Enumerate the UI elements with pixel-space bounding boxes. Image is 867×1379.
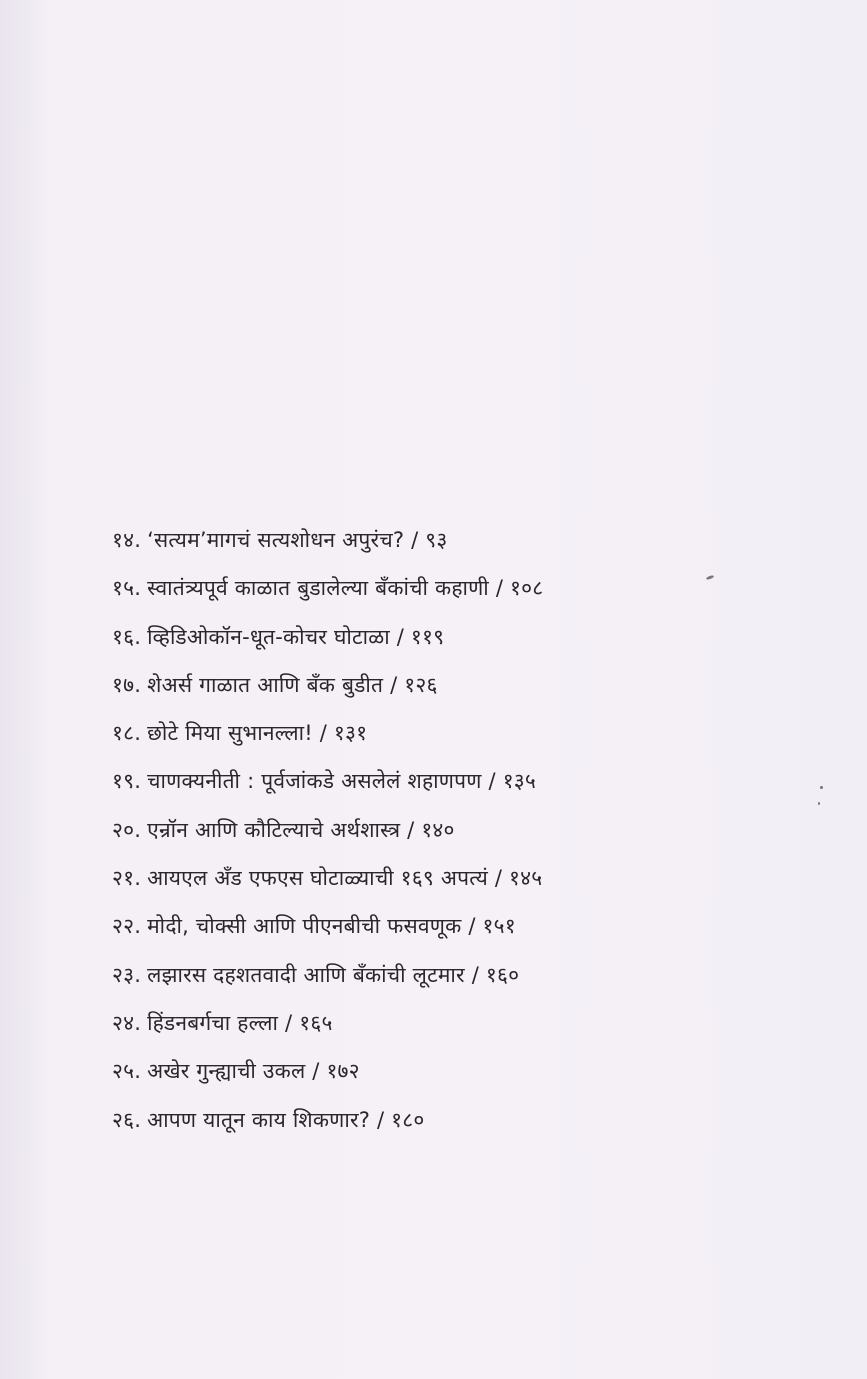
toc-entry: २३. लझारस दहशतवादी आणि बँकांची लूटमार / १६०: [112, 962, 520, 987]
entry-number: २०.: [112, 817, 142, 842]
entry-page: ९३: [425, 528, 448, 552]
entry-title: अखेर गुन्ह्याची उकल: [147, 1059, 306, 1084]
toc-entry: २६. आपण यातून काय शिकणार? / १८०: [112, 1107, 425, 1132]
entry-title: मोदी, चोक्सी आणि पीएनबीची फसवणूक: [147, 914, 462, 939]
toc-entry: १९. चाणक्यनीती : पूर्वजांकडे असलेलं शहाणपण / १३५: [112, 769, 537, 794]
toc-entry: १७. शेअर्स गाळात आणि बँक बुडीत / १२६: [112, 672, 438, 697]
entry-page: १६०: [485, 962, 520, 987]
entry-number: २६.: [112, 1107, 142, 1132]
entry-number: २३.: [112, 962, 142, 987]
toc-entry: १४. ‘सत्यम’मागचं सत्यशोधन अपुरंच? / ९३: [112, 528, 448, 552]
toc-entry: २२. मोदी, चोक्सी आणि पीएनबीची फसवणूक / १५१: [112, 914, 516, 939]
entry-page: १४५: [508, 866, 543, 891]
paper-speck: [820, 786, 823, 789]
entry-title: छोटे मिया सुभानल्ला!: [147, 721, 313, 746]
entry-title: ‘सत्यम’मागचं सत्यशोधन अपुरंच?: [147, 528, 405, 552]
entry-page: १३१: [333, 721, 368, 746]
entry-page: १२६: [404, 672, 438, 697]
entry-page: १८०: [391, 1107, 425, 1132]
entry-number: २१.: [112, 866, 142, 891]
toc-entry: २१. आयएल अँड एफएस घोटाळ्याची १६९ अपत्यं / १४५: [112, 866, 543, 891]
toc-entry: २०. एन्रॉन आणि कौटिल्याचे अर्थशास्त्र / १४०: [112, 817, 455, 842]
paper-speck: [818, 802, 820, 805]
toc-entry: १५. स्वातंत्र्यपूर्व काळात बुडालेल्या बँकांची कहाणी / १०८: [112, 576, 544, 601]
entry-title: स्वातंत्र्यपूर्व काळात बुडालेल्या बँकांची कहाणी: [147, 576, 489, 601]
entry-title: एन्रॉन आणि कौटिल्याचे अर्थशास्त्र: [147, 817, 401, 842]
entry-page: ११९: [410, 624, 445, 649]
entry-title: चाणक्यनीती : पूर्वजांकडे असलेलं शहाणपण: [147, 769, 482, 794]
table-of-contents: [112, 520, 812, 1148]
toc-entry: २४. हिंडनबर्गचा हल्ला / १६५: [112, 1010, 333, 1035]
entry-number: २४.: [112, 1010, 142, 1035]
entry-title: आपण यातून काय शिकणार?: [147, 1107, 371, 1132]
entry-number: १८.: [112, 721, 142, 746]
entry-number: २२.: [112, 914, 142, 939]
entry-page: १५१: [482, 914, 516, 939]
entry-page: १६५: [299, 1010, 333, 1035]
entry-number: १४.: [112, 528, 142, 552]
entry-number: २५.: [112, 1059, 142, 1084]
entry-title: लझारस दहशतवादी आणि बँकांची लूटमार: [147, 962, 465, 987]
toc-entry: १६. व्हिडिओकॉन-धूत-कोचर घोटाळा / ११९: [112, 624, 445, 649]
entry-title: शेअर्स गाळात आणि बँक बुडीत: [147, 672, 384, 697]
entry-title: व्हिडिओकॉन-धूत-कोचर घोटाळा: [147, 624, 390, 649]
entry-number: १६.: [112, 624, 142, 649]
toc-entry: १८. छोटे मिया सुभानल्ला! / १३१: [112, 721, 368, 746]
entry-number: १९.: [112, 769, 142, 794]
entry-page: १३५: [502, 769, 537, 794]
entry-page: १७२: [326, 1059, 360, 1084]
entry-title: आयएल अँड एफएस घोटाळ्याची १६९ अपत्यं: [147, 866, 488, 891]
entry-number: १७.: [112, 672, 142, 697]
entry-title: हिंडनबर्गचा हल्ला: [147, 1010, 279, 1035]
entry-page: १४०: [421, 817, 455, 842]
entry-page: १०८: [509, 576, 544, 601]
toc-entry: २५. अखेर गुन्ह्याची उकल / १७२: [112, 1059, 360, 1084]
entry-number: १५.: [112, 576, 142, 601]
